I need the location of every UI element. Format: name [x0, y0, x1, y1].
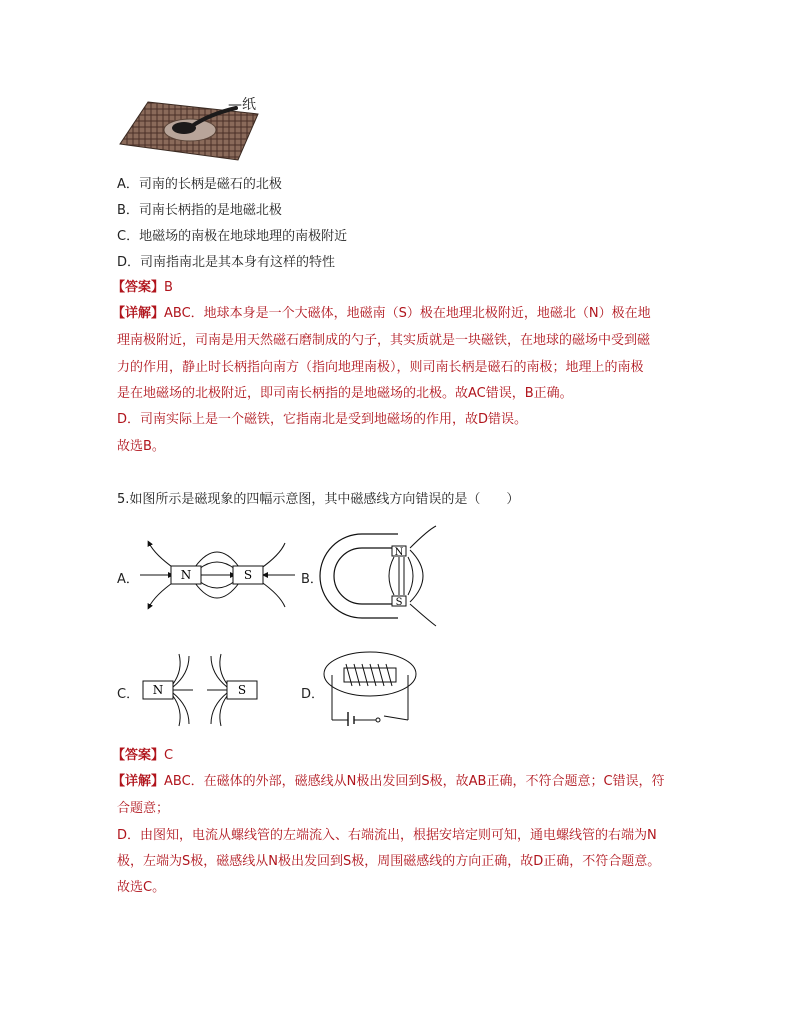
- q5-detail-text-1: ABC．在磁体的外部，磁感线从N极出发回到S极，故AB正确，不符合题意；C错误，符: [164, 774, 665, 789]
- diagram-c-s: S: [237, 683, 247, 697]
- q5-label-c: C．: [117, 687, 140, 702]
- diagram-c: [135, 650, 265, 730]
- q5-label-b: B．: [301, 572, 323, 587]
- diagram-a-s: S: [243, 568, 253, 582]
- q5-answer: [112, 748, 173, 764]
- diagram-b-s: S: [395, 597, 403, 608]
- q5-label-d: D．: [301, 687, 325, 702]
- q5-label-a: A．: [117, 572, 139, 587]
- diagram-d: [318, 640, 423, 732]
- diagram-a: [135, 535, 300, 615]
- q4-answer-tag: 【答案】: [112, 280, 165, 295]
- q4-detail-line-2: 理南极附近，司南是用天然磁石磨制成的勺子，其实质就是一块磁铁，在地球的磁场中受到磁: [117, 333, 651, 348]
- q4-option-b: B．司南长柄指的是地磁北极: [117, 203, 282, 218]
- q4-detail-line-4: 是在地磁场的北极附近，即司南长柄指的是地磁场的北极。故AC错误，B正确。: [117, 386, 573, 401]
- diagram-b: [318, 520, 443, 630]
- q5-detail-line-2: 合题意；: [117, 801, 170, 816]
- q4-detail-text-1: ABC．地球本身是一个大磁体，地磁南（S）极在地理北极附近，地磁北（N）极在地: [164, 306, 651, 321]
- q5-stem: 5.如图所示是磁现象的四幅示意图，其中磁感线方向错误的是（ ）: [117, 492, 520, 507]
- diagram-a-n: N: [180, 568, 192, 582]
- q4-answer: [112, 280, 173, 296]
- q5-detail-line-3: D．由图知，电流从螺线管的左端流入、右端流出，根据安培定则可知，通电螺线管的右端为N: [117, 828, 657, 843]
- q5-detail-line-1: [112, 774, 665, 790]
- q5-detail-tag: 【详解】: [112, 774, 165, 789]
- q4-answer-value: B: [164, 280, 173, 295]
- q4-detail-line-5: D．司南实际上是一个磁铁，它指南北是受到地磁场的作用，故D错误。: [117, 412, 528, 427]
- q5-answer-value: C: [164, 748, 174, 763]
- q4-detail-tag: 【详解】: [112, 306, 165, 321]
- diagram-b-n: N: [394, 547, 404, 558]
- q4-conclusion: 故选B。: [117, 439, 165, 454]
- q4-option-c: C．地磁场的南极在地球地理的南极附近: [117, 229, 348, 244]
- diagram-c-n: N: [152, 683, 164, 697]
- q5-answer-tag: 【答案】: [112, 748, 165, 763]
- paper-label: —纸: [228, 97, 256, 113]
- q5-detail-line-4: 极，左端为S极，磁感线从N极出发回到S极，周围磁感线的方向正确，故D正确，不符合题意。: [117, 854, 661, 869]
- q4-option-d: D．司南指南北是其本身有这样的特性: [117, 255, 336, 270]
- q4-detail-line-3: 力的作用，静止时长柄指向南方（指向地理南极），则司南长柄是磁石的南极；地理上的南极: [117, 360, 644, 375]
- q4-option-a: A．司南的长柄是磁石的北极: [117, 177, 282, 192]
- q4-detail-line-1: [112, 306, 651, 322]
- q5-conclusion: 故选C。: [117, 880, 166, 895]
